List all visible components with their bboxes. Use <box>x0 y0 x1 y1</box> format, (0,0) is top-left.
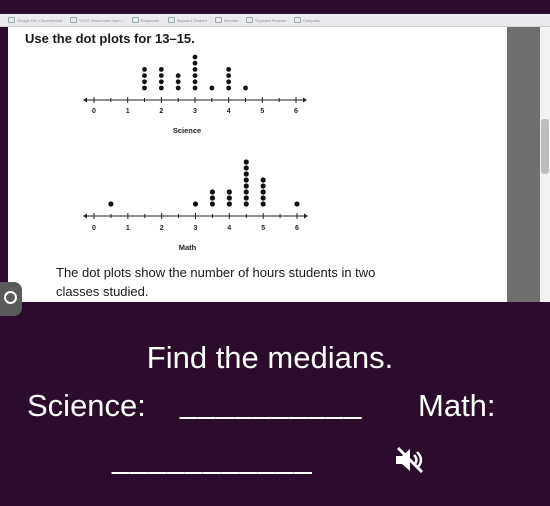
bookmark-icon <box>294 17 301 23</box>
data-dot <box>244 159 249 164</box>
tick-label: 4 <box>227 225 232 232</box>
data-dot <box>142 79 147 84</box>
document-caption: The dot plots show the number of hours students in two classes studied. <box>56 265 376 299</box>
bookmark-label: Compass <box>302 17 320 23</box>
tick-label: 1 <box>125 225 130 232</box>
tick-label: 2 <box>159 225 164 232</box>
tick-label: 6 <box>294 108 298 115</box>
data-dot <box>193 73 198 78</box>
data-dot <box>227 189 232 194</box>
bookmark-icon <box>132 17 139 23</box>
data-dot <box>244 189 249 194</box>
document-panel <box>8 27 538 302</box>
data-dot <box>244 201 249 206</box>
bookmark-icon <box>246 17 253 23</box>
tick-label: 4 <box>226 108 231 115</box>
data-dot <box>209 86 214 91</box>
bookmark-label: Skyward Student <box>176 17 207 23</box>
data-dot <box>176 79 181 84</box>
bookmark-item[interactable] <box>8 17 62 23</box>
data-dot <box>294 201 299 206</box>
tick-label: 5 <box>261 225 266 232</box>
data-dot <box>243 86 248 91</box>
bookmark-item[interactable] <box>70 17 124 23</box>
math-label: Math: <box>418 388 496 423</box>
data-dot <box>210 201 215 206</box>
data-dot <box>261 201 266 206</box>
tick-label: 5 <box>260 108 265 115</box>
science-label: Science: <box>27 388 146 423</box>
tick-label: 0 <box>92 108 96 115</box>
data-dot <box>261 177 266 182</box>
data-dot <box>142 73 147 78</box>
bookmark-icon <box>8 17 15 23</box>
bookmark-label: Schoolo <box>223 17 239 23</box>
axis-arrow-right <box>304 214 308 219</box>
data-dot <box>244 165 249 170</box>
data-dot <box>159 73 164 78</box>
speaker-muted-icon[interactable] <box>392 445 428 475</box>
tick-label: 3 <box>193 225 198 232</box>
data-dot <box>227 195 232 200</box>
data-dot <box>226 73 231 78</box>
data-dot <box>159 79 164 84</box>
data-dot <box>193 79 198 84</box>
data-dot <box>193 201 198 206</box>
data-dot <box>193 86 198 91</box>
data-dot <box>244 195 249 200</box>
axis-arrow-left <box>83 98 87 103</box>
bookmark-label: TCCS Resources Sprin... <box>78 17 124 23</box>
data-dot <box>159 86 164 91</box>
document-title: Use the dot plots for 13–15. <box>25 31 195 46</box>
tick-label: 0 <box>92 225 96 232</box>
data-dot <box>176 73 181 78</box>
plot-axis-label: Math <box>178 243 197 252</box>
bookmark-label: Skyward Finance <box>255 17 286 23</box>
axis-arrow-right <box>303 98 307 103</box>
bookmarks-bar <box>0 14 550 27</box>
data-dot <box>142 67 147 72</box>
data-dot <box>193 67 198 72</box>
question-prompt: Find the medians. <box>146 340 394 375</box>
bookmark-item[interactable] <box>215 17 238 23</box>
data-dot <box>142 86 147 91</box>
data-dot <box>244 177 249 182</box>
side-tab[interactable] <box>0 282 22 316</box>
search-icon <box>4 291 17 304</box>
bookmark-item[interactable] <box>132 17 160 23</box>
data-dot <box>210 195 215 200</box>
tick-label: 3 <box>193 108 197 115</box>
data-dot <box>227 201 232 206</box>
data-dot <box>226 86 231 91</box>
bookmark-label: Edupuzzle <box>140 17 160 23</box>
tick-label: 2 <box>159 108 164 115</box>
tick-label: 6 <box>295 225 299 232</box>
bookmark-item[interactable] <box>168 17 207 23</box>
bookmark-icon <box>215 17 222 23</box>
data-dot <box>193 61 198 66</box>
science-answer-blank[interactable]: __________ <box>180 385 363 420</box>
data-dot <box>261 189 266 194</box>
data-dot <box>226 67 231 72</box>
bookmark-item[interactable] <box>294 17 320 23</box>
data-dot <box>261 195 266 200</box>
data-dot <box>193 55 198 60</box>
data-dot <box>176 86 181 91</box>
data-dot <box>244 183 249 188</box>
bookmark-item[interactable] <box>246 17 286 23</box>
axis-arrow-left <box>83 214 87 219</box>
tick-label: 1 <box>125 108 130 115</box>
bookmark-label: Google DR, Chromebook <box>17 17 62 23</box>
dot-plots <box>8 27 508 267</box>
bookmark-icon <box>168 17 175 23</box>
data-dot <box>108 201 113 206</box>
data-dot <box>226 79 231 84</box>
math-answer-blank[interactable]: ___________ <box>112 440 313 475</box>
scrollbar-thumb[interactable] <box>541 119 549 174</box>
plot-axis-label: Science <box>172 126 202 135</box>
bookmark-icon <box>70 17 77 23</box>
data-dot <box>210 189 215 194</box>
data-dot <box>261 183 266 188</box>
data-dot <box>159 67 164 72</box>
data-dot <box>244 171 249 176</box>
